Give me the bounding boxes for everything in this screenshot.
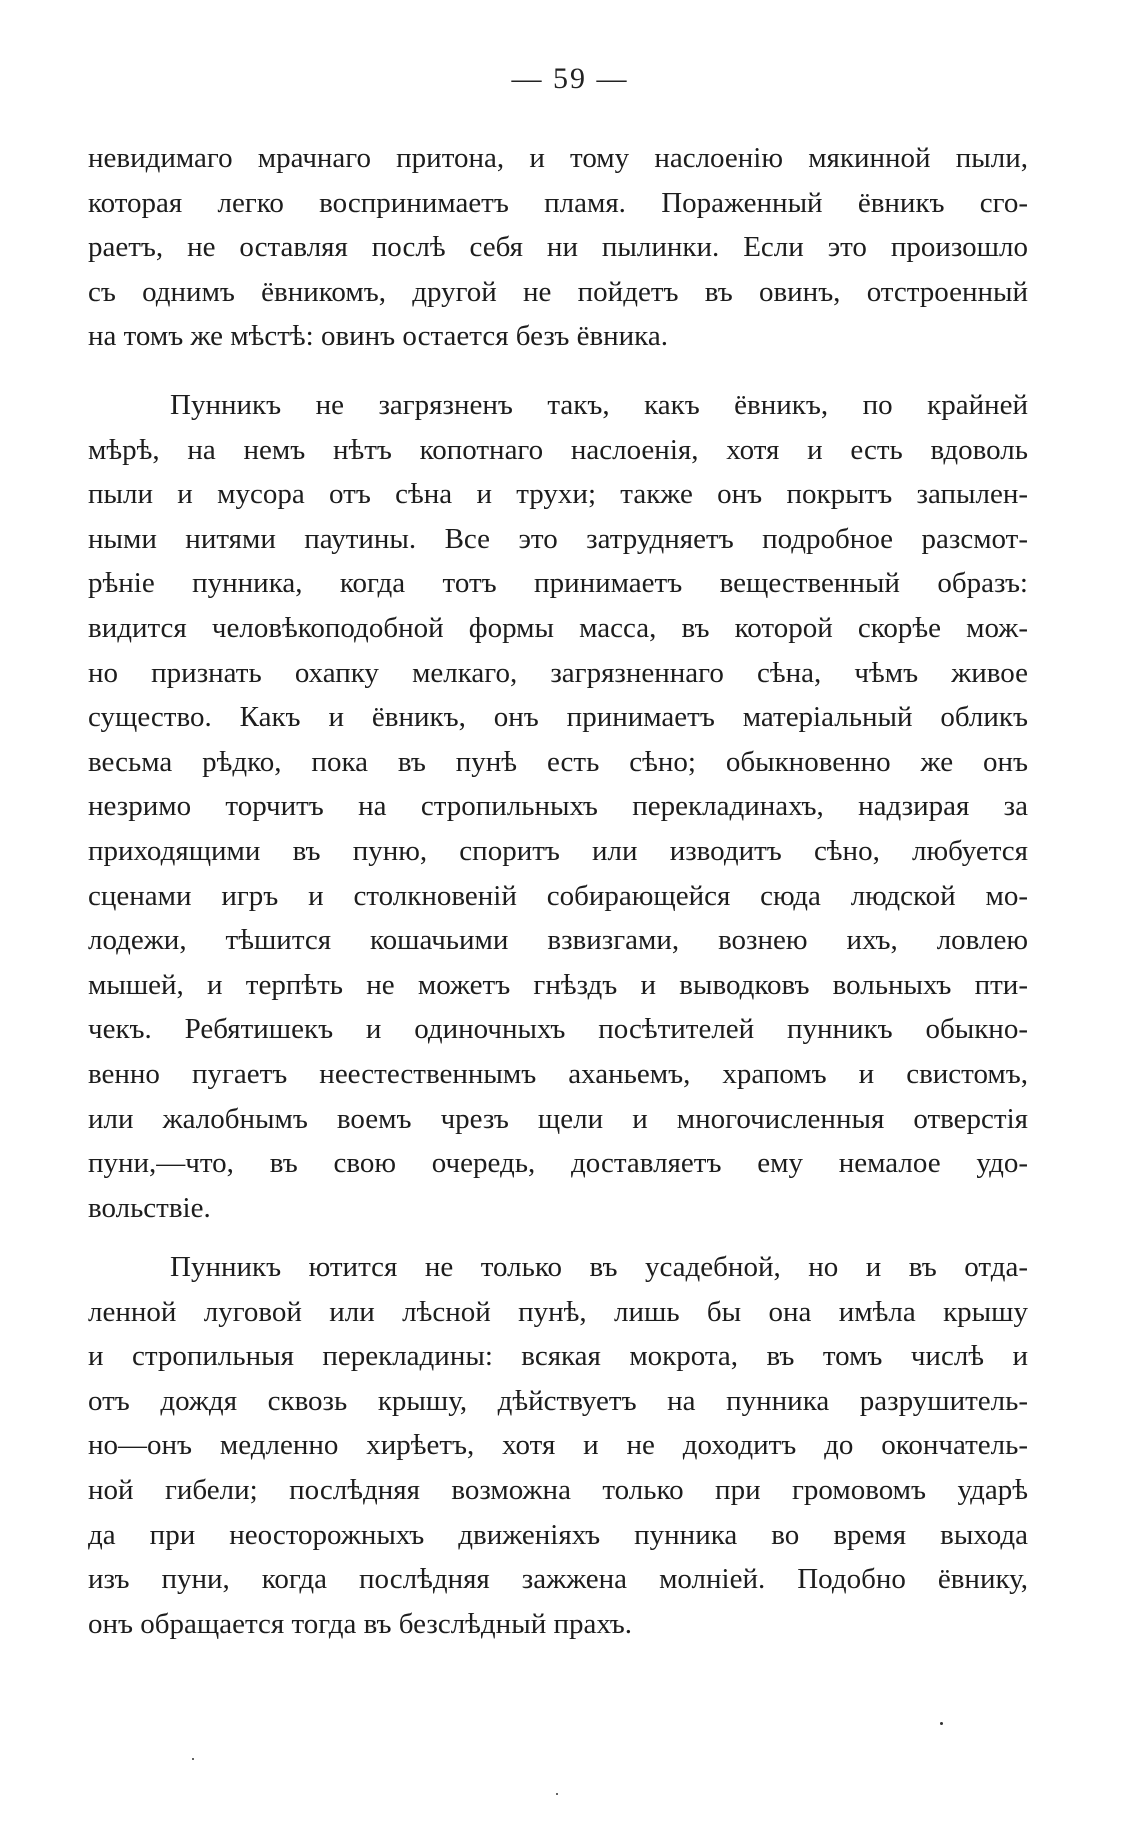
text-line: мѣрѣ, на немъ нѣтъ копотнаго наслоенія, хотя и есть вдоволь xyxy=(88,433,1028,466)
text-line: рѣніе пунника, когда тотъ принимаетъ вещественный образъ: xyxy=(88,567,1028,600)
text-line: пуни,—что, въ свою очередь, доставляетъ ему немалое удо- xyxy=(88,1147,1028,1180)
text-line: раетъ, не оставляя послѣ себя ни пылинки. Если это произошло xyxy=(88,231,1028,264)
text-line: вольствіе. xyxy=(88,1191,211,1224)
text-line: но признать охапку мелкаго, загрязненнаго сѣна, чѣмъ живое xyxy=(88,656,1028,689)
text-line: да при неосторожныхъ движеніяхъ пунника во время выхода xyxy=(88,1518,1028,1551)
paper-speck xyxy=(940,1722,943,1725)
text-line: на томъ же мѣстѣ: овинъ остается безъ ёвника. xyxy=(88,320,668,353)
text-line: ленной луговой или лѣсной пунѣ, лишь бы она имѣла крышу xyxy=(88,1295,1028,1328)
text-line: Пунникъ не загрязненъ такъ, какъ ёвникъ, по крайней xyxy=(170,389,1028,421)
paragraph-1 xyxy=(88,136,1028,359)
text-line: весьма рѣдко, пока въ пунѣ есть сѣно; обыкновенно же онъ xyxy=(88,745,1028,778)
text-line: съ однимъ ёвникомъ, другой не пойдетъ въ овинъ, отстроенный xyxy=(88,275,1028,308)
text-line: Пунникъ ютится не только въ усадебной, но и въ отда- xyxy=(170,1251,1028,1283)
paragraph-3 xyxy=(88,1245,1028,1646)
text-line: или жалобнымъ воемъ чрезъ щели и многочисленныя отверстія xyxy=(88,1102,1028,1135)
text-line: видится человѣкоподобной формы масса, въ которой скорѣе мож- xyxy=(88,611,1028,644)
text-line: ной гибели; послѣдняя возможна только при громовомъ ударѣ xyxy=(88,1473,1028,1506)
text-line: невидимаго мрачнаго притона, и тому наслоенію мякинной пыли, xyxy=(88,142,1028,174)
paper-speck xyxy=(192,1758,194,1760)
page-number: — 59 — xyxy=(511,62,629,95)
text-line: сценами игръ и столкновеній собирающейся сюда людской мо- xyxy=(88,879,1028,912)
text-line: пыли и мусора отъ сѣна и трухи; также онъ покрытъ запылен- xyxy=(88,478,1028,511)
paper-speck xyxy=(556,1793,558,1795)
text-line: лодежи, тѣшится кошачьими взвизгами, вознею ихъ, ловлею xyxy=(88,924,1028,957)
text-line: приходящими въ пуню, споритъ или изводитъ сѣно, любуется xyxy=(88,834,1028,867)
text-line: незримо торчитъ на стропильныхъ перекладинахъ, надзирая за xyxy=(88,790,1028,823)
text-line: которая легко воспринимаетъ пламя. Пораженный ёвникъ сго- xyxy=(88,186,1028,219)
text-line: отъ дождя сквозь крышу, дѣйствуетъ на пунника разрушитель- xyxy=(88,1384,1028,1417)
paragraph-2 xyxy=(88,383,1028,1230)
text-line: венно пугаетъ неестественнымъ аханьемъ, храпомъ и свистомъ, xyxy=(88,1057,1028,1090)
text-line: и стропильныя перекладины: всякая мокрота, въ томъ числѣ и xyxy=(88,1340,1028,1373)
text-line: ными нитями паутины. Все это затрудняетъ подробное разсмот- xyxy=(88,522,1028,555)
text-line: мышей, и терпѣть не можетъ гнѣздъ и выводковъ вольныхъ пти- xyxy=(88,968,1028,1001)
text-line: но—онъ медленно хирѣетъ, хотя и не доходитъ до окончатель- xyxy=(88,1429,1028,1462)
text-line: изъ пуни, когда послѣдняя зажжена молніей. Подобно ёвнику, xyxy=(88,1563,1028,1596)
text-line: онъ обращается тогда въ безслѣдный прахъ. xyxy=(88,1607,632,1640)
text-line: чекъ. Ребятишекъ и одиночныхъ посѣтителей пунникъ обыкно- xyxy=(88,1013,1028,1046)
text-line: существо. Какъ и ёвникъ, онъ принимаетъ матеріальный обликъ xyxy=(88,701,1028,734)
